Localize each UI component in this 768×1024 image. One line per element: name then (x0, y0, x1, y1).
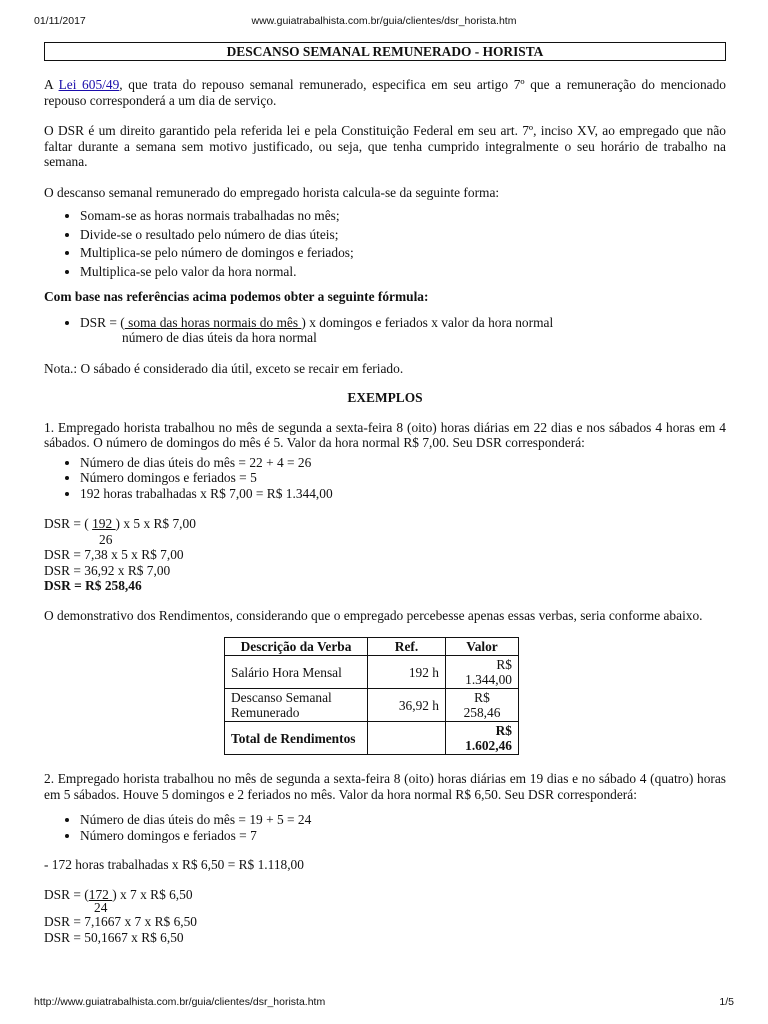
list-item: • Número de dias úteis do mês = 22 + 4 = 26 (80, 455, 726, 471)
list-item: • Número de dias úteis do mês = 19 + 5 = 24 (80, 812, 726, 828)
calc-denominator: 26 (99, 531, 113, 547)
example-2-list (44, 812, 726, 843)
example-2-calc (44, 887, 726, 946)
formula-denominator: número de dias úteis da hora normal (122, 330, 317, 345)
table-row (225, 656, 519, 689)
list-item: • Número domingos e feriados = 5 (80, 470, 726, 486)
page-number: 1/5 (719, 996, 734, 1008)
calc-denominator: 24 (94, 900, 108, 915)
table-cell: 36,92 h (368, 689, 446, 722)
footer-url: http://www.guiatrabalhista.com.br/guia/clientes/dsr_horista.htm (34, 996, 326, 1008)
list-item: • 192 horas trabalhadas x R$ 7,00 = R$ 1.344,00 (80, 486, 726, 502)
table-header: Descrição da Verba (225, 638, 368, 656)
print-date: 01/11/2017 (34, 15, 86, 27)
calc-line: DSR = ( 192 ) x 5 x R$ 7,00 (44, 516, 196, 531)
page-title: DESCANSO SEMANAL REMUNERADO - HORISTA (44, 42, 726, 61)
rendimentos-table (224, 637, 519, 755)
example-2-text: 2. Empregado horista trabalhou no mês de segunda a sexta-feira 8 (oito) horas diárias em 19 dias e no sábado 4 (quatro) horas em 5 sábados. Houve 5 domingos e 2 feriados no mês. Valor da hora normal R$ 6,50. Seu DSR corresponderá: (44, 771, 726, 802)
table-total-row (225, 722, 519, 755)
example-2-hours: - 172 horas trabalhadas x R$ 6,50 = R$ 1.118,00 (44, 857, 304, 872)
calc-line: DSR = 50,1667 x R$ 6,50 (44, 929, 184, 945)
table-cell: R$ 1.344,00 (446, 656, 519, 689)
list-item: • Número domingos e feriados = 7 (80, 828, 726, 844)
formula-list (44, 315, 726, 346)
table-header: Valor (446, 638, 519, 656)
nota: Nota.: O sábado é considerado dia útil, exceto se recair em feriado. (44, 360, 404, 376)
table-cell: 192 h (368, 656, 446, 689)
formula: • DSR = ( soma das horas normais do mês ) x domingos e feriados x valor da hora normal número de dias úteis da hora normal (80, 315, 726, 346)
example-1-calc (44, 516, 726, 594)
example-1-list (44, 455, 726, 502)
article (44, 40, 726, 945)
example-1-text: 1. Empregado horista trabalhou no mês de segunda a sexta-feira 8 (oito) horas diárias em 22 dias e nos sábados 4 horas em 4 sábados. O número de domingos do mês é 5. Valor da hora normal R$ 7,00. Seu DSR corresponderá: (44, 419, 726, 450)
list-item: • Multiplica-se pelo número de domingos e feriados; (80, 245, 726, 261)
list-item: • Divide-se o resultado pelo número de dias úteis; (80, 227, 726, 243)
print-url: www.guiatrabalhista.com.br/guia/clientes/dsr_horista.htm (251, 15, 517, 27)
calc-intro: O descanso semanal remunerado do empregado horista calcula-se da seguinte forma: (44, 184, 500, 200)
table-cell: Descanso Semanal Remunerado (225, 689, 368, 722)
calc-result: DSR = R$ 258,46 (44, 578, 142, 593)
list-item: • Multiplica-se pelo valor da hora normal. (80, 264, 726, 280)
table-cell: Total de Rendimentos (225, 722, 368, 755)
table-header-row (225, 638, 519, 656)
table-row (225, 689, 519, 722)
table-cell (368, 722, 446, 755)
calc-line: DSR = 7,38 x 5 x R$ 7,00 (44, 547, 184, 562)
calc-line: DSR = 7,1667 x 7 x R$ 6,50 (44, 914, 198, 929)
demo-text: O demonstrativo dos Rendimentos, considerando que o empregado percebesse apenas essas verbas, seria conforme abaixo. (44, 607, 703, 623)
lei-link[interactable]: Lei 605/49 (58, 77, 120, 92)
table-header: Ref. (368, 638, 446, 656)
list-item: • Somam-se as horas normais trabalhadas no mês; (80, 208, 726, 224)
table-cell: Salário Hora Mensal (225, 656, 368, 689)
calc-line: DSR = (172 ) x 7 x R$ 6,50 (44, 886, 193, 902)
table-cell: R$ 258,46 (446, 689, 519, 722)
dsr-paragraph: O DSR é um direito garantido pela referida lei e pela Constituição Federal em seu art. 7º, inciso XV, ao empregado que não faltar durante a semana sem motivo justificado, ou seja, que tenha cumprido integralmente o seu horário de trabalho na semana. (44, 123, 726, 169)
formula-intro: Com base nas referências acima podemos obter a seguinte fórmula: (44, 289, 429, 304)
intro-paragraph: A Lei 605/49, que trata do repouso semanal remunerado, especifica em seu artigo 7º que a remuneração do mencionado repouso corresponderá a um dia de serviço. (44, 77, 727, 108)
calc-line: DSR = 36,92 x R$ 7,00 (44, 562, 171, 578)
steps-list (44, 208, 726, 279)
examples-title: EXEMPLOS (347, 390, 423, 405)
table-cell: R$ 1.602,46 (446, 722, 519, 755)
